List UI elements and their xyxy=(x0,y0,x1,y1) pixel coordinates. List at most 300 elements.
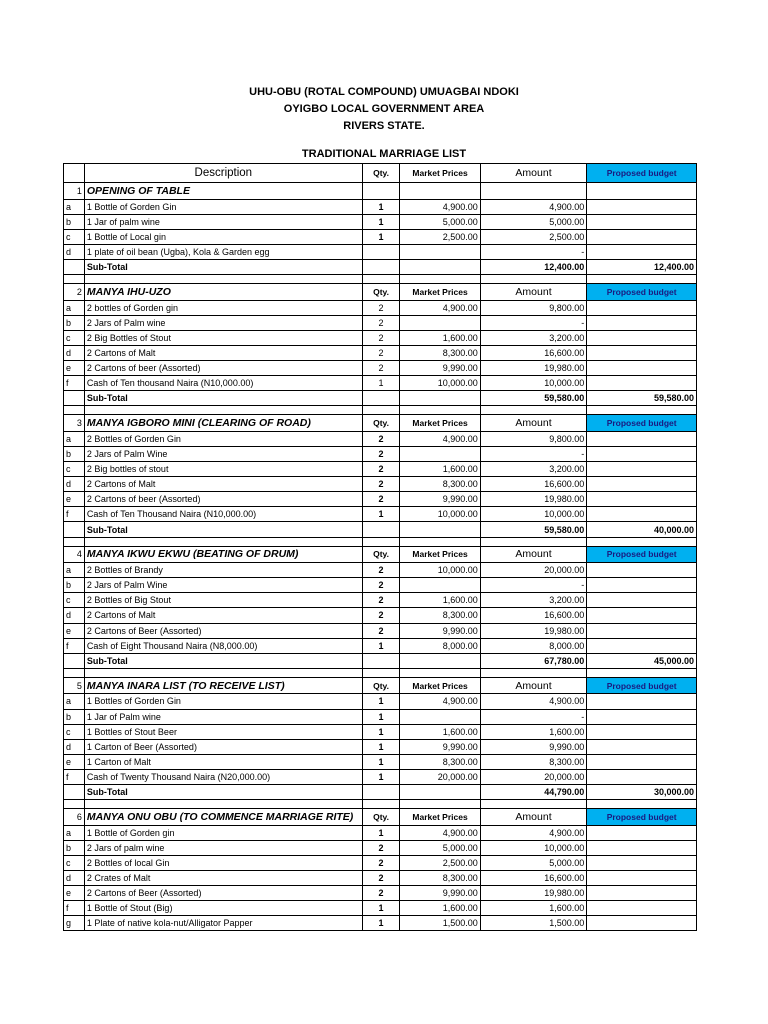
item-proposed-budget xyxy=(587,345,697,360)
item-proposed-budget xyxy=(587,638,697,653)
spacer-cell xyxy=(480,406,587,415)
item-market-price: 8,300.00 xyxy=(400,870,480,885)
table-row xyxy=(64,229,697,244)
item-market-price: 2,500.00 xyxy=(400,855,480,870)
table-row xyxy=(64,916,697,931)
empty-cell xyxy=(362,183,400,200)
item-description: 1 Bottle of Local gin xyxy=(84,229,362,244)
item-letter: d xyxy=(64,739,85,754)
spacer-cell xyxy=(587,275,697,284)
item-market-price xyxy=(400,709,480,724)
item-amount: - xyxy=(480,447,587,462)
qty-header: Qty. xyxy=(362,677,400,694)
spacer-cell xyxy=(362,800,400,809)
table-row xyxy=(64,462,697,477)
table-row xyxy=(64,694,697,709)
item-description: 2 Jars of palm wine xyxy=(84,840,362,855)
proposed-budget-header: Proposed budget xyxy=(587,677,697,694)
item-proposed-budget xyxy=(587,330,697,345)
proposed-budget-header: Proposed budget xyxy=(587,809,697,826)
item-qty: 2 xyxy=(362,300,400,315)
item-amount: 10,000.00 xyxy=(480,376,587,391)
item-proposed-budget xyxy=(587,916,697,931)
item-market-price: 10,000.00 xyxy=(400,563,480,578)
table-row xyxy=(64,315,697,330)
item-description: 1 Bottle of Stout (Big) xyxy=(84,901,362,916)
item-letter: c xyxy=(64,229,85,244)
item-description: 2 Jars of Palm Wine xyxy=(84,578,362,593)
table-row xyxy=(64,578,697,593)
section-title: OPENING OF TABLE xyxy=(84,183,362,200)
item-market-price: 9,990.00 xyxy=(400,492,480,507)
item-proposed-budget xyxy=(587,507,697,522)
item-qty: 1 xyxy=(362,754,400,769)
table-row xyxy=(64,623,697,638)
item-proposed-budget xyxy=(587,709,697,724)
item-amount: 8,000.00 xyxy=(480,638,587,653)
item-proposed-budget xyxy=(587,199,697,214)
table-row xyxy=(64,492,697,507)
subtotal-amount: 67,780.00 xyxy=(480,653,587,668)
item-amount: 3,200.00 xyxy=(480,330,587,345)
spacer-cell xyxy=(400,537,480,546)
item-amount: 1,500.00 xyxy=(480,916,587,931)
subtotal-label: Sub-Total xyxy=(84,391,362,406)
subtotal-proposed-budget: 40,000.00 xyxy=(587,522,697,537)
table-row xyxy=(64,855,697,870)
qty-header: Qty. xyxy=(362,546,400,563)
empty-cell xyxy=(400,259,480,274)
item-proposed-budget xyxy=(587,431,697,446)
subtotal-amount: 44,790.00 xyxy=(480,784,587,799)
empty-cell xyxy=(480,183,587,200)
item-description: 2 Cartons of beer (Assorted) xyxy=(84,361,362,376)
item-proposed-budget xyxy=(587,886,697,901)
subtotal-proposed-budget: 30,000.00 xyxy=(587,784,697,799)
item-description: 1 plate of oil bean (Ugba), Kola & Garden egg xyxy=(84,244,362,259)
item-qty: 2 xyxy=(362,330,400,345)
header-line-3: RIVERS STATE. xyxy=(343,120,425,132)
section-spacer xyxy=(64,537,697,546)
item-market-price: 5,000.00 xyxy=(400,214,480,229)
header-line-1: UHU-OBU (ROTAL COMPOUND) UMUAGBAI NDOKI xyxy=(249,86,519,98)
item-description: 1 Bottles of Gorden Gin xyxy=(84,694,362,709)
table-row xyxy=(64,608,697,623)
item-amount: 16,600.00 xyxy=(480,477,587,492)
item-qty: 1 xyxy=(362,769,400,784)
spacer-cell xyxy=(587,800,697,809)
qty-header: Qty. xyxy=(362,415,400,432)
item-description: 2 Jars of Palm Wine xyxy=(84,447,362,462)
item-qty: 1 xyxy=(362,507,400,522)
spacer-cell xyxy=(587,537,697,546)
empty-cell xyxy=(587,183,697,200)
section-header-row xyxy=(64,284,697,301)
table-header-row xyxy=(64,164,697,183)
list-title: TRADITIONAL MARRIAGE LIST xyxy=(301,148,467,160)
item-qty: 1 xyxy=(362,825,400,840)
item-amount: 19,980.00 xyxy=(480,623,587,638)
item-letter: a xyxy=(64,199,85,214)
amount-header: Amount xyxy=(480,284,587,301)
amount-header: Amount xyxy=(480,164,587,183)
item-amount: 9,800.00 xyxy=(480,431,587,446)
item-description: 2 Cartons of Malt xyxy=(84,608,362,623)
item-market-price: 9,990.00 xyxy=(400,739,480,754)
table-row xyxy=(64,345,697,360)
item-letter: e xyxy=(64,754,85,769)
item-description: 2 Bottles of Brandy xyxy=(84,563,362,578)
item-qty: 2 xyxy=(362,462,400,477)
item-amount: - xyxy=(480,315,587,330)
item-market-price: 4,900.00 xyxy=(400,199,480,214)
table-row xyxy=(64,214,697,229)
item-amount: 19,980.00 xyxy=(480,886,587,901)
section-header-row xyxy=(64,677,697,694)
item-qty: 2 xyxy=(362,477,400,492)
spacer-cell xyxy=(84,537,362,546)
item-amount: - xyxy=(480,709,587,724)
item-qty: 2 xyxy=(362,345,400,360)
spacer-cell xyxy=(84,668,362,677)
item-letter: e xyxy=(64,361,85,376)
item-letter: d xyxy=(64,244,85,259)
item-letter: f xyxy=(64,901,85,916)
item-market-price: 9,990.00 xyxy=(400,886,480,901)
item-letter: a xyxy=(64,431,85,446)
table-row xyxy=(64,840,697,855)
subtotal-proposed-budget: 59,580.00 xyxy=(587,391,697,406)
section-title: MANYA IGBORO MINI (CLEARING OF ROAD) xyxy=(84,415,362,432)
item-market-price: 8,300.00 xyxy=(400,345,480,360)
item-proposed-budget xyxy=(587,623,697,638)
item-amount: 3,200.00 xyxy=(480,462,587,477)
section-number: 5 xyxy=(64,677,85,694)
table-row xyxy=(64,593,697,608)
item-proposed-budget xyxy=(587,462,697,477)
item-amount: 4,900.00 xyxy=(480,694,587,709)
subtotal-row xyxy=(64,522,697,537)
item-description: 2 Big bottles of stout xyxy=(84,462,362,477)
item-proposed-budget xyxy=(587,694,697,709)
item-description: 1 Plate of native kola-nut/Alligator Papper xyxy=(84,916,362,931)
item-proposed-budget xyxy=(587,769,697,784)
item-amount: 8,300.00 xyxy=(480,754,587,769)
spacer-cell xyxy=(84,406,362,415)
item-market-price: 1,500.00 xyxy=(400,916,480,931)
item-qty: 2 xyxy=(362,447,400,462)
empty-cell xyxy=(64,259,85,274)
item-market-price: 4,900.00 xyxy=(400,825,480,840)
item-market-price: 4,900.00 xyxy=(400,431,480,446)
item-description: Cash of Eight Thousand Naira (N8,000.00) xyxy=(84,638,362,653)
section-title: MANYA ONU OBU (TO COMMENCE MARRIAGE RITE) xyxy=(84,809,362,826)
empty-cell xyxy=(400,653,480,668)
header-line-2: OYIGBO LOCAL GOVERNMENT AREA xyxy=(283,103,485,115)
item-description: 2 Bottles of Big Stout xyxy=(84,593,362,608)
item-market-price: 2,500.00 xyxy=(400,229,480,244)
proposed-budget-header: Proposed budget xyxy=(587,415,697,432)
item-description: 1 Bottle of Gorden Gin xyxy=(84,199,362,214)
item-amount: 19,980.00 xyxy=(480,492,587,507)
item-letter: d xyxy=(64,345,85,360)
spacer-cell xyxy=(64,800,85,809)
item-market-price: 1,600.00 xyxy=(400,462,480,477)
item-description: 2 Cartons of Beer (Assorted) xyxy=(84,886,362,901)
empty-cell xyxy=(400,391,480,406)
qty-header: Qty. xyxy=(362,284,400,301)
item-qty: 2 xyxy=(362,840,400,855)
section-spacer xyxy=(64,275,697,284)
item-qty: 2 xyxy=(362,578,400,593)
table-row xyxy=(64,477,697,492)
item-proposed-budget xyxy=(587,593,697,608)
spacer-cell xyxy=(587,406,697,415)
item-letter: e xyxy=(64,886,85,901)
subtotal-label: Sub-Total xyxy=(84,784,362,799)
item-market-price: 8,300.00 xyxy=(400,477,480,492)
item-qty: 2 xyxy=(362,870,400,885)
table-row xyxy=(64,563,697,578)
table-row xyxy=(64,901,697,916)
item-market-price: 8,000.00 xyxy=(400,638,480,653)
subtotal-row xyxy=(64,391,697,406)
empty-cell xyxy=(362,522,400,537)
empty-cell xyxy=(362,784,400,799)
item-proposed-budget xyxy=(587,825,697,840)
market-prices-header: Market Prices xyxy=(400,284,480,301)
item-description: 2 Cartons of Malt xyxy=(84,345,362,360)
table-row xyxy=(64,724,697,739)
spacer-cell xyxy=(84,275,362,284)
empty-cell xyxy=(362,259,400,274)
item-letter: b xyxy=(64,315,85,330)
item-qty: 2 xyxy=(362,315,400,330)
section-number: 1 xyxy=(64,183,85,200)
item-market-price: 1,600.00 xyxy=(400,330,480,345)
empty-cell xyxy=(400,784,480,799)
proposed-budget-header: Proposed budget xyxy=(587,546,697,563)
item-letter: b xyxy=(64,709,85,724)
empty-cell xyxy=(400,522,480,537)
item-description: 2 Bottles of Gorden Gin xyxy=(84,431,362,446)
subtotal-row xyxy=(64,784,697,799)
section-number: 6 xyxy=(64,809,85,826)
amount-header: Amount xyxy=(480,415,587,432)
item-market-price: 10,000.00 xyxy=(400,507,480,522)
item-market-price: 10,000.00 xyxy=(400,376,480,391)
item-amount: 9,800.00 xyxy=(480,300,587,315)
item-letter: f xyxy=(64,507,85,522)
amount-header: Amount xyxy=(480,809,587,826)
item-proposed-budget xyxy=(587,376,697,391)
item-qty: 2 xyxy=(362,492,400,507)
spacer-cell xyxy=(480,537,587,546)
spacer-cell xyxy=(480,668,587,677)
item-qty: 1 xyxy=(362,638,400,653)
item-proposed-budget xyxy=(587,754,697,769)
proposed-budget-header: Proposed budget xyxy=(587,284,697,301)
spacer-cell xyxy=(362,406,400,415)
item-proposed-budget xyxy=(587,563,697,578)
item-description: 1 Jar of Palm wine xyxy=(84,709,362,724)
item-qty: 1 xyxy=(362,214,400,229)
item-market-price: 8,300.00 xyxy=(400,608,480,623)
item-amount: 3,200.00 xyxy=(480,593,587,608)
item-amount: 5,000.00 xyxy=(480,855,587,870)
subtotal-label: Sub-Total xyxy=(84,259,362,274)
section-title: MANYA IKWU EKWU (BEATING OF DRUM) xyxy=(84,546,362,563)
item-amount: 10,000.00 xyxy=(480,840,587,855)
subtotal-row xyxy=(64,653,697,668)
item-letter: a xyxy=(64,300,85,315)
item-amount: 19,980.00 xyxy=(480,361,587,376)
item-market-price: 9,990.00 xyxy=(400,623,480,638)
spacer-cell xyxy=(64,275,85,284)
item-amount: 2,500.00 xyxy=(480,229,587,244)
item-qty xyxy=(362,244,400,259)
subtotal-proposed-budget: 12,400.00 xyxy=(587,259,697,274)
item-description: 1 Bottles of Stout Beer xyxy=(84,724,362,739)
table-row xyxy=(64,376,697,391)
subtotal-row xyxy=(64,259,697,274)
item-qty: 1 xyxy=(362,901,400,916)
item-proposed-budget xyxy=(587,492,697,507)
item-amount: - xyxy=(480,244,587,259)
item-qty: 1 xyxy=(362,709,400,724)
item-market-price: 4,900.00 xyxy=(400,300,480,315)
item-qty: 2 xyxy=(362,563,400,578)
empty-cell xyxy=(400,183,480,200)
market-prices-header: Market Prices xyxy=(400,677,480,694)
item-description: Cash of Twenty Thousand Naira (N20,000.00) xyxy=(84,769,362,784)
spacer-cell xyxy=(587,668,697,677)
empty-cell xyxy=(362,391,400,406)
description-header: Description xyxy=(84,164,362,183)
item-proposed-budget xyxy=(587,901,697,916)
item-letter: c xyxy=(64,462,85,477)
spacer-cell xyxy=(84,800,362,809)
item-qty: 2 xyxy=(362,593,400,608)
subtotal-amount: 59,580.00 xyxy=(480,391,587,406)
amount-header: Amount xyxy=(480,546,587,563)
item-market-price xyxy=(400,447,480,462)
item-market-price: 5,000.00 xyxy=(400,840,480,855)
item-market-price: 20,000.00 xyxy=(400,769,480,784)
item-qty: 1 xyxy=(362,739,400,754)
table-row xyxy=(64,769,697,784)
item-qty: 2 xyxy=(362,886,400,901)
item-letter: f xyxy=(64,769,85,784)
item-amount: 1,600.00 xyxy=(480,724,587,739)
item-market-price: 9,990.00 xyxy=(400,361,480,376)
table-row xyxy=(64,330,697,345)
spacer-cell xyxy=(400,668,480,677)
empty-cell xyxy=(64,784,85,799)
item-amount: 4,900.00 xyxy=(480,825,587,840)
item-market-price xyxy=(400,244,480,259)
item-letter: c xyxy=(64,330,85,345)
item-proposed-budget xyxy=(587,447,697,462)
item-market-price: 1,600.00 xyxy=(400,724,480,739)
spacer-cell xyxy=(362,537,400,546)
item-description: Cash of Ten Thousand Naira (N10,000.00) xyxy=(84,507,362,522)
proposed-budget-header: Proposed budget xyxy=(587,164,697,183)
subtotal-label: Sub-Total xyxy=(84,653,362,668)
item-qty: 2 xyxy=(362,608,400,623)
item-amount: 10,000.00 xyxy=(480,507,587,522)
section-header-row xyxy=(64,546,697,563)
item-proposed-budget xyxy=(587,578,697,593)
table-row xyxy=(64,447,697,462)
section-number: 4 xyxy=(64,546,85,563)
subtotal-amount: 59,580.00 xyxy=(480,522,587,537)
item-amount: 1,600.00 xyxy=(480,901,587,916)
item-letter: b xyxy=(64,578,85,593)
item-letter: e xyxy=(64,492,85,507)
section-spacer xyxy=(64,406,697,415)
spacer-cell xyxy=(362,275,400,284)
item-proposed-budget xyxy=(587,855,697,870)
table-row xyxy=(64,431,697,446)
item-description: 2 Cartons of beer (Assorted) xyxy=(84,492,362,507)
market-prices-header: Market Prices xyxy=(400,164,480,183)
item-letter: c xyxy=(64,593,85,608)
item-amount: - xyxy=(480,578,587,593)
section-title-row xyxy=(64,183,697,200)
item-proposed-budget xyxy=(587,244,697,259)
section-spacer xyxy=(64,668,697,677)
item-proposed-budget xyxy=(587,724,697,739)
spacer-cell xyxy=(480,800,587,809)
item-qty: 2 xyxy=(362,361,400,376)
item-proposed-budget xyxy=(587,739,697,754)
item-description: 2 Jars of Palm wine xyxy=(84,315,362,330)
empty-cell xyxy=(362,653,400,668)
item-market-price xyxy=(400,315,480,330)
empty-cell xyxy=(64,391,85,406)
table-row xyxy=(64,361,697,376)
table-row xyxy=(64,754,697,769)
item-qty: 1 xyxy=(362,916,400,931)
item-qty: 1 xyxy=(362,694,400,709)
item-proposed-budget xyxy=(587,477,697,492)
item-letter: e xyxy=(64,623,85,638)
market-prices-header: Market Prices xyxy=(400,415,480,432)
table-row xyxy=(64,300,697,315)
item-amount: 4,900.00 xyxy=(480,199,587,214)
item-letter: a xyxy=(64,694,85,709)
subtotal-label: Sub-Total xyxy=(84,522,362,537)
item-letter: b xyxy=(64,840,85,855)
section-header-row xyxy=(64,809,697,826)
item-qty: 2 xyxy=(362,623,400,638)
item-description: 1 Jar of palm wine xyxy=(84,214,362,229)
table-row xyxy=(64,638,697,653)
section-number: 3 xyxy=(64,415,85,432)
section-number: 2 xyxy=(64,284,85,301)
item-market-price: 4,900.00 xyxy=(400,694,480,709)
item-description: Cash of Ten thousand Naira (N10,000.00) xyxy=(84,376,362,391)
item-description: 2 Crates of Malt xyxy=(84,870,362,885)
item-market-price: 8,300.00 xyxy=(400,754,480,769)
item-letter: c xyxy=(64,724,85,739)
item-proposed-budget xyxy=(587,361,697,376)
item-description: 2 Cartons of Malt xyxy=(84,477,362,492)
marriage-list-table xyxy=(63,163,697,931)
item-description: 1 Carton of Beer (Assorted) xyxy=(84,739,362,754)
item-qty: 2 xyxy=(362,855,400,870)
